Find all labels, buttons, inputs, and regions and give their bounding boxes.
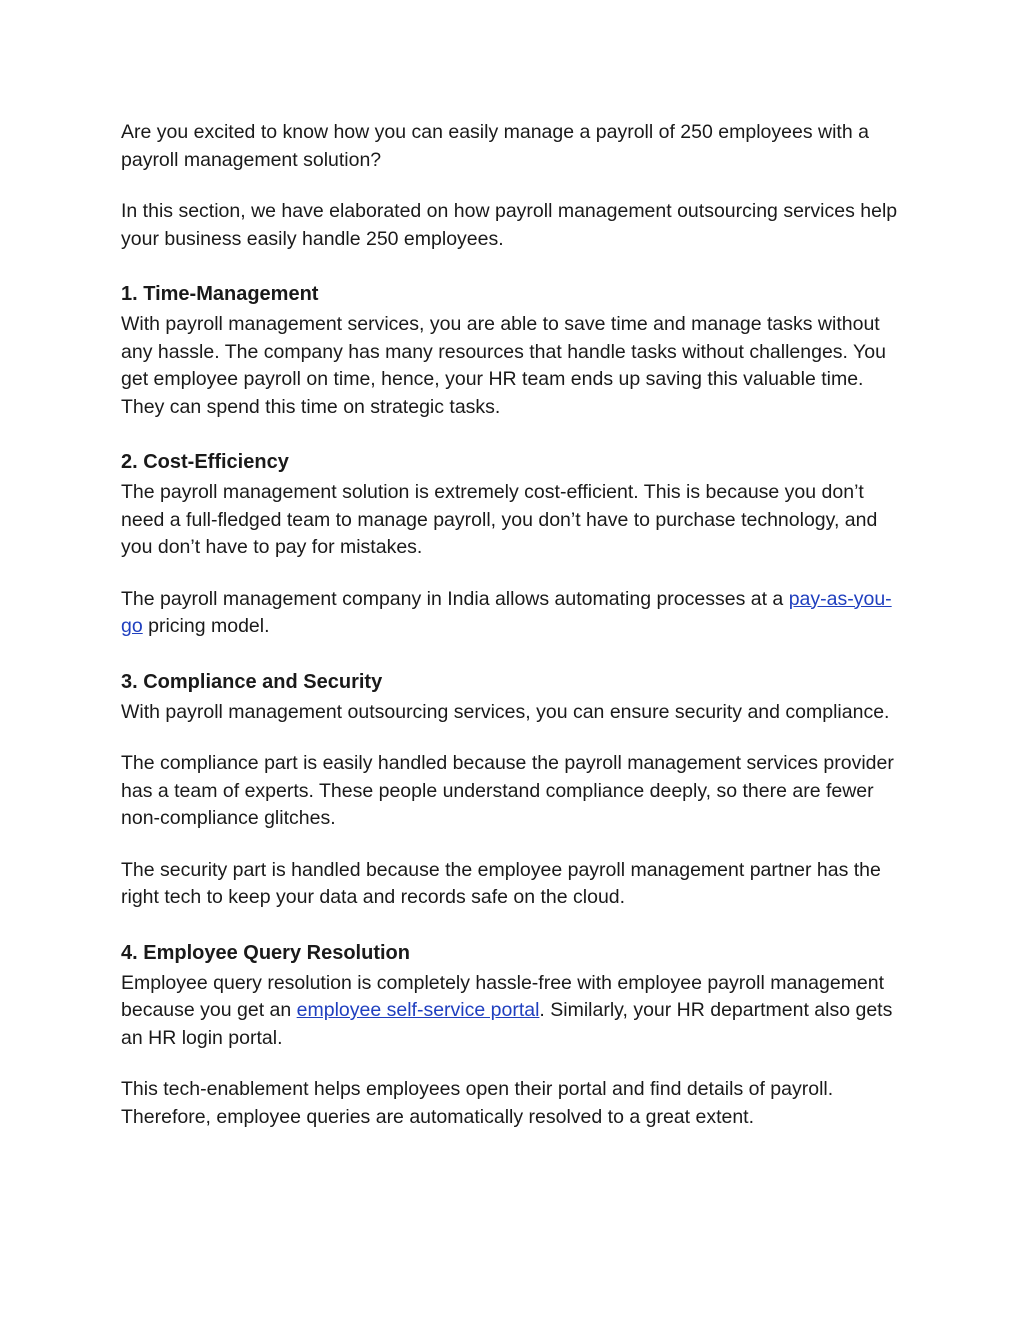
pay-as-you-go-link[interactable]: pay-as-you-go: [121, 587, 892, 637]
section-heading: 4. Employee Query Resolution: [121, 941, 410, 964]
paragraph-text: Employee query resolution is completely hassle-free with employee payroll management because you get an: [121, 971, 885, 1021]
section-heading: 1. Time-Management: [121, 283, 319, 305]
section-heading: 2. Cost-Efficiency: [121, 451, 289, 473]
document-page: [121, 119, 911, 1155]
section-paragraph: This tech-enablement helps employees open their portal and find details of payroll. Therefore, employee queries are automatically resolved to a great extent.: [121, 1078, 834, 1128]
section-paragraph-with-link: [121, 970, 911, 1053]
paragraph-text: The payroll management company in India allows automating processes at a: [121, 587, 789, 610]
paragraph-text: . Similarly, your HR department also gets an HR login portal.: [121, 999, 893, 1049]
section-heading: 3. Compliance and Security: [121, 670, 383, 693]
section-paragraph: The security part is handled because the employee payroll management partner has the right tech to keep your data and records safe on the cloud.: [121, 858, 881, 908]
paragraph-text: pricing model.: [142, 615, 270, 637]
section-paragraph: The compliance part is easily handled because the payroll management services provider has a team of experts. These people understand compliance deeply, so there are fewer non-compliance glitches.: [121, 752, 894, 829]
section-cost-efficiency: [121, 448, 911, 641]
intro-paragraph-2: In this section, we have elaborated on how payroll management outsourcing services help your business easily handle 250 employees.: [121, 200, 898, 250]
section-paragraph: The payroll management solution is extremely cost-efficient. This is because you don’t need a full-fledged team to manage payroll, you don’t have to purchase technology, and you don’t have to pay for mistakes.: [121, 481, 878, 558]
section-paragraph: With payroll management services, you are able to save time and manage tasks without any hassle. The company has many resources that handle tasks without challenges. You get employee payroll on time, hence, your HR team ends up saving this valuable time. They can spend this time on strategic tasks.: [121, 313, 886, 418]
section-paragraph-with-link: [121, 586, 911, 641]
section-paragraph: With payroll management outsourcing services, you can ensure security and compliance.: [121, 700, 890, 723]
section-time-management: [121, 280, 911, 421]
intro-paragraph-1: Are you excited to know how you can easily manage a payroll of 250 employees with a payroll management solution?: [121, 121, 869, 171]
employee-self-service-portal-link[interactable]: employee self-service portal: [296, 999, 540, 1021]
section-employee-query-resolution: [121, 939, 911, 1132]
section-compliance-security: [121, 668, 911, 912]
